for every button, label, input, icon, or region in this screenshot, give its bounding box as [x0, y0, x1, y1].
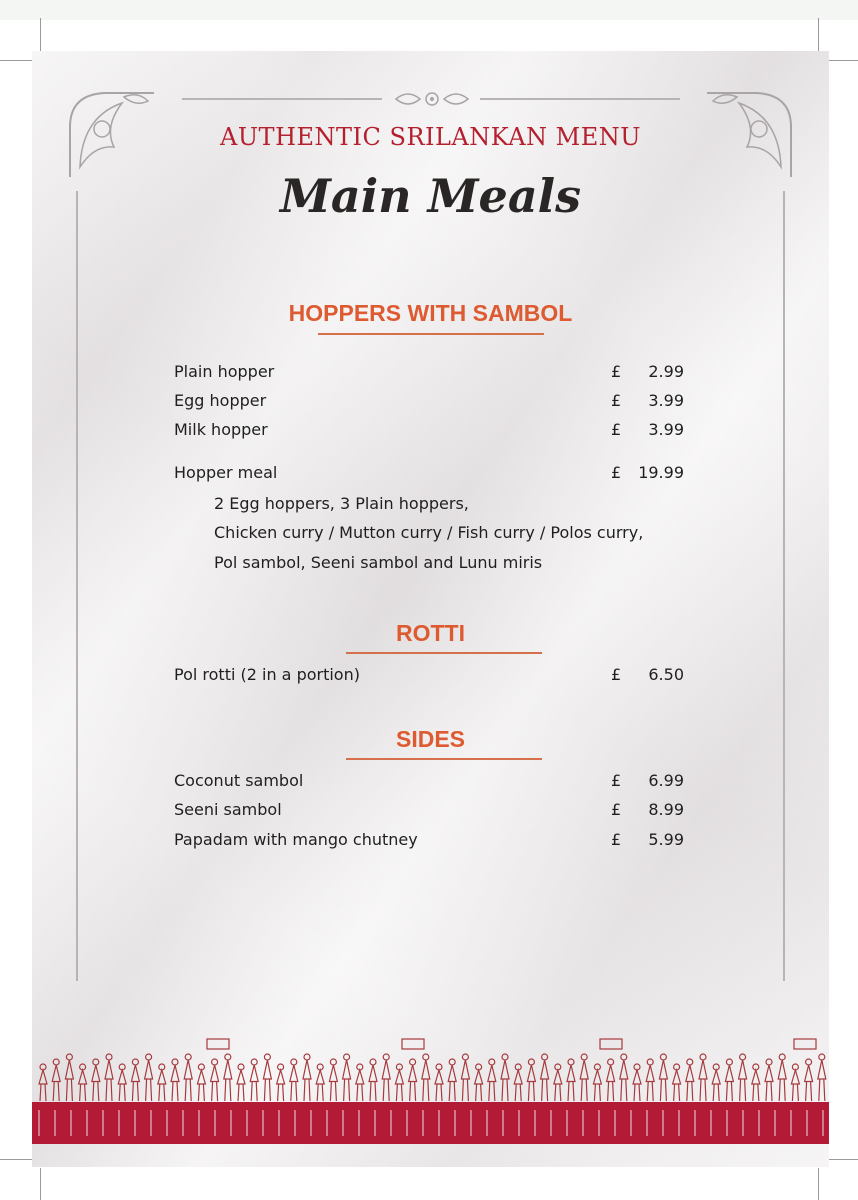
procession-figure — [607, 1059, 615, 1101]
procession-figure — [237, 1064, 245, 1101]
procession-figure — [778, 1054, 786, 1101]
procession-figure — [435, 1064, 443, 1101]
procession-figure — [620, 1054, 628, 1101]
procession-figure — [541, 1054, 549, 1101]
procession-figure — [145, 1054, 153, 1101]
crop-mark — [826, 60, 858, 61]
procession-figure — [699, 1054, 707, 1101]
procession-figure — [224, 1054, 232, 1101]
currency-symbol: £ — [611, 391, 622, 410]
crop-mark — [826, 1159, 858, 1160]
procession-figure — [395, 1064, 403, 1101]
menu-item — [174, 391, 684, 415]
procession-figure — [303, 1054, 311, 1101]
frame-top-right-line — [480, 98, 680, 100]
procession-figure — [633, 1064, 641, 1101]
procession-flag — [600, 1039, 622, 1049]
item-price: 19.99 — [638, 463, 684, 482]
procession-figure — [409, 1059, 417, 1101]
procession-figure — [105, 1054, 113, 1101]
menu-subtitle: AUTHENTIC SRILANKAN MENU — [220, 123, 641, 151]
menu-item — [174, 362, 684, 386]
procession-figure — [673, 1064, 681, 1101]
currency-symbol: £ — [611, 463, 622, 482]
procession-figure — [461, 1054, 469, 1101]
item-price: 8.99 — [648, 800, 684, 819]
procession-figure — [92, 1059, 100, 1101]
procession-figure — [211, 1059, 219, 1101]
procession-figure — [765, 1059, 773, 1101]
section-underline — [346, 758, 542, 760]
currency-symbol: £ — [611, 665, 622, 684]
menu-item — [174, 665, 684, 689]
menu-item — [174, 800, 684, 824]
procession-flag — [402, 1039, 424, 1049]
procession-figure — [329, 1059, 337, 1101]
procession-figure — [554, 1064, 562, 1101]
procession-figure — [805, 1059, 813, 1101]
procession-figure — [79, 1064, 87, 1101]
item-name: Hopper meal — [174, 463, 278, 482]
crop-mark — [818, 18, 819, 52]
procession-figure — [118, 1064, 126, 1101]
procession-figures-illustration — [32, 1035, 829, 1101]
procession-figure — [646, 1059, 654, 1101]
page-title: Main Meals — [279, 169, 582, 223]
procession-figure — [382, 1054, 390, 1101]
procession-figure — [791, 1064, 799, 1101]
section-underline — [346, 652, 542, 654]
currency-symbol: £ — [611, 800, 622, 819]
item-name: Milk hopper — [174, 420, 268, 439]
crop-mark — [40, 18, 41, 52]
item-name: Papadam with mango chutney — [174, 830, 418, 849]
menu-item — [174, 830, 684, 854]
item-name: Seeni sambol — [174, 800, 282, 819]
procession-figure — [514, 1064, 522, 1101]
currency-symbol: £ — [611, 771, 622, 790]
menu-page — [32, 51, 829, 1167]
section-title-hoppers: HOPPERS WITH SAMBOL — [288, 300, 573, 326]
procession-figure — [501, 1054, 509, 1101]
currency-symbol: £ — [611, 830, 622, 849]
procession-figure — [475, 1064, 483, 1101]
item-name: Plain hopper — [174, 362, 275, 381]
procession-figure — [158, 1064, 166, 1101]
menu-item — [174, 420, 684, 444]
item-price: 2.99 — [648, 362, 684, 381]
menu-item — [174, 771, 684, 795]
top-strip — [0, 0, 858, 20]
item-description-line: 2 Egg hoppers, 3 Plain hoppers, — [214, 494, 469, 513]
currency-symbol: £ — [611, 420, 622, 439]
procession-figure — [39, 1064, 47, 1101]
crop-mark — [0, 60, 34, 61]
procession-figure — [593, 1064, 601, 1101]
procession-figure — [277, 1064, 285, 1101]
procession-figure — [752, 1064, 760, 1101]
item-price: 6.99 — [648, 771, 684, 790]
procession-figure — [725, 1059, 733, 1101]
procession-figure — [343, 1054, 351, 1101]
item-description-line: Pol sambol, Seeni sambol and Lunu miris — [214, 553, 543, 572]
procession-figure — [263, 1054, 271, 1101]
procession-figure — [567, 1059, 575, 1101]
item-description-line: Chicken curry / Mutton curry / Fish curry / Polos curry, — [214, 523, 644, 542]
item-price: 6.50 — [648, 665, 684, 684]
procession-figure — [171, 1059, 179, 1101]
crop-mark — [0, 1159, 34, 1160]
procession-figure — [448, 1059, 456, 1101]
procession-figure — [316, 1064, 324, 1101]
item-price: 3.99 — [648, 391, 684, 410]
item-price: 3.99 — [648, 420, 684, 439]
procession-figure — [739, 1054, 747, 1101]
section-title-rotti: ROTTI — [396, 620, 465, 646]
procession-figure — [712, 1064, 720, 1101]
menu-item — [174, 463, 684, 487]
procession-figure — [184, 1054, 192, 1101]
procession-figure — [659, 1054, 667, 1101]
currency-symbol: £ — [611, 362, 622, 381]
procession-flag — [207, 1039, 229, 1049]
bottom-pattern-band — [32, 1102, 829, 1144]
item-name: Coconut sambol — [174, 771, 304, 790]
crop-mark — [818, 1168, 819, 1200]
item-name: Pol rotti (2 in a portion) — [174, 665, 360, 684]
crop-mark — [40, 1168, 41, 1200]
section-title-sides: SIDES — [395, 726, 466, 752]
procession-figure — [131, 1059, 139, 1101]
procession-figure — [580, 1054, 588, 1101]
procession-figure — [356, 1064, 364, 1101]
top-center-ornament-icon — [394, 87, 470, 111]
procession-figure — [818, 1054, 826, 1101]
frame-top-left-line — [182, 98, 382, 100]
procession-flag — [794, 1039, 816, 1049]
item-price: 5.99 — [648, 830, 684, 849]
procession-figure — [52, 1059, 60, 1101]
procession-figure — [250, 1059, 258, 1101]
procession-figure — [422, 1054, 430, 1101]
item-name: Egg hopper — [174, 391, 267, 410]
section-underline — [318, 333, 544, 335]
procession-figure — [686, 1059, 694, 1101]
procession-figure — [369, 1059, 377, 1101]
procession-figure — [65, 1054, 73, 1101]
procession-figure — [488, 1059, 496, 1101]
procession-figure — [527, 1059, 535, 1101]
procession-figure — [197, 1064, 205, 1101]
procession-figure — [290, 1059, 298, 1101]
bottom-pattern-motif — [32, 1110, 829, 1136]
